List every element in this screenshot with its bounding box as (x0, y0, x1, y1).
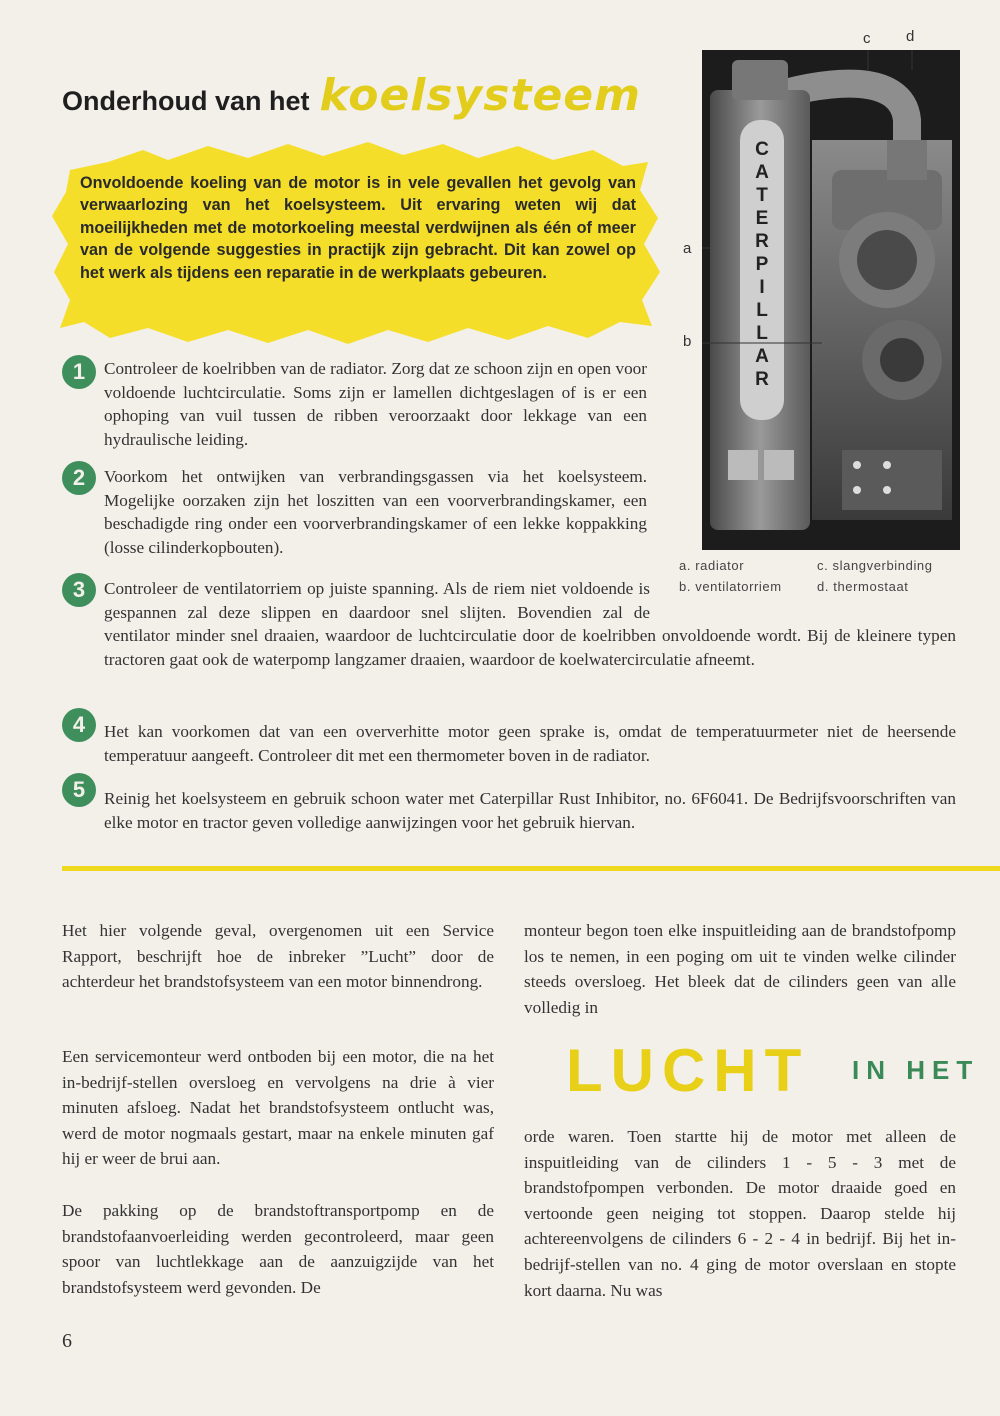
svg-text:L: L (756, 323, 768, 344)
legend-b: b. ventilatorriem (679, 579, 782, 594)
label-c: c (863, 30, 871, 47)
svg-text:R: R (755, 369, 769, 390)
svg-text:A: A (755, 162, 769, 183)
number-badge-4: 4 (62, 708, 96, 742)
number-badge-5: 5 (62, 773, 96, 807)
item-5-text: Reinig het koelsysteem en gebruik schoon water met Caterpillar Rust Inhibitor, no. 6F6041. De Bedrijfsvoorschriften van elke motor en tractor geven volledige aanwijzingen voor het gebruik hiervan. (104, 789, 956, 832)
intro-text: Onvoldoende koeling van de motor is in vele gevallen het gevolg van verwaarlozing van het koelsysteem. Uit ervaring weten wij dat moeilijkheden met de motorkoeling meestal verdwijnen als één of meer van de volgende suggesties in practijk zijn gebracht. Dit kan zowel op het werk als tijdens een reparatie in de werkplaats gebeuren. (80, 174, 636, 282)
svg-text:R: R (755, 231, 769, 252)
headline-lucht: LUCHT (566, 1037, 810, 1104)
legend-d: d. thermostaat (817, 579, 909, 594)
legend-c: c. slangverbinding (817, 558, 933, 573)
engine-illustration (702, 30, 960, 550)
svg-text:L: L (756, 300, 768, 321)
svg-text:I: I (759, 277, 765, 298)
story-left-p3: De pakking op de brandstoftransportpomp en de brandstofaanvoerleiding werden gecontroleerd, maar geen spoor van luchtlekkage aan de aanzuigzijde van het brandstofsysteem werd gevonden. De (62, 1201, 494, 1297)
label-b: b (683, 333, 692, 350)
story-left-p2: Een servicemonteur werd ontboden bij een motor, die na het in-bedrijf-stellen oversloeg en vervolgens na drie à vier minuten afsloeg. Nadat het brandstofsysteem ontlucht was, werd de motor nogmaals gestart, maar na enkele minuten gaf hij er weer de brui aan. (62, 1047, 494, 1169)
page-title (62, 70, 641, 121)
item-1-text: Controleer de koelribben van de radiator. Zorg dat ze schoon zijn en open voor voldoende luchtcirculatie. Soms zijn er lamellen dichtgeslagen of is er een ophoping van vuil tussen de ribben veroorzaakt door lekkage van een hydraulische leiding. (104, 359, 647, 449)
svg-text:C: C (755, 139, 769, 160)
item-3-content: Controleer de ventilatorriem op juiste spanning. Als de riem niet voldoende is gespannen zal deze slippen en daardoor snel slijten. Bovendien zal de ventilator minder snel draaien, waardoor de luchtcirculatie door de koelribben onvoldoende wordt. Bij de kleinere typen tractoren gaat ook de waterpomp langzamer draaien, waardoor de koelwatercirculatie afneemt. (104, 579, 956, 669)
title-accent: koelsysteem (319, 70, 641, 121)
svg-text:T: T (756, 185, 768, 206)
svg-text:A: A (755, 346, 769, 367)
item-4-text: Het kan voorkomen dat van een oververhitte motor geen sprake is, omdat de temperatuurmeter niet de heersende temperatuur aangeeft. Controleer dit met een thermometer boven in de radiator. (104, 722, 956, 765)
item-2-text: Voorkom het ontwijken van verbrandingsgassen via het koelsysteem. Mogelijke oorzaken zijn het loszitten van een voorverbrandingskamer, een beschadigde ring onder een voorverbrandingskamer of een lekke koppakking (losse cilinderkopbouten). (104, 467, 647, 557)
story-right-p2: orde waren. Toen startte hij de motor met alleen de inspuitleiding van de cilinders 1 - 5 - 3 met de brandstofpompen verbonden. De motor draaide goed en vertoonde geen neiging tot stoppen. Daarop stelde hij achtereenvolgens de cilinders 6 - 2 - 4 in bedrijf. Bij het in-bedrijf-stellen van no. 4 ging de motor overslaan en stopte kort daarna. Nu was (524, 1127, 956, 1300)
number-badge-1: 1 (62, 355, 96, 389)
story-left-p1: Het hier volgende geval, overgenomen uit een Service Rapport, beschrijft hoe de inbreker ”Lucht” door de achterdeur het brandstofsysteem van een motor binnendrong. (62, 921, 494, 992)
title-plain: Onderhoud van het (62, 86, 310, 116)
page-number: 6 (62, 1330, 72, 1352)
label-a: a (683, 240, 692, 257)
headline-in-het: IN HET (852, 1055, 980, 1085)
label-d: d (906, 28, 915, 45)
story-right-p1: monteur begon toen elke inspuitleiding aan de brandstofpomp los te nemen, in een poging om uit te vinden welke cilinder steeds oversloeg. Het bleek dat de cilinders geen van alle volledig in (524, 921, 956, 1017)
number-badge-2: 2 (62, 461, 96, 495)
section-divider (62, 866, 1000, 871)
legend-a: a. radiator (679, 558, 745, 573)
svg-text:E: E (755, 208, 769, 229)
svg-text:P: P (755, 254, 769, 275)
number-badge-3: 3 (62, 573, 96, 607)
